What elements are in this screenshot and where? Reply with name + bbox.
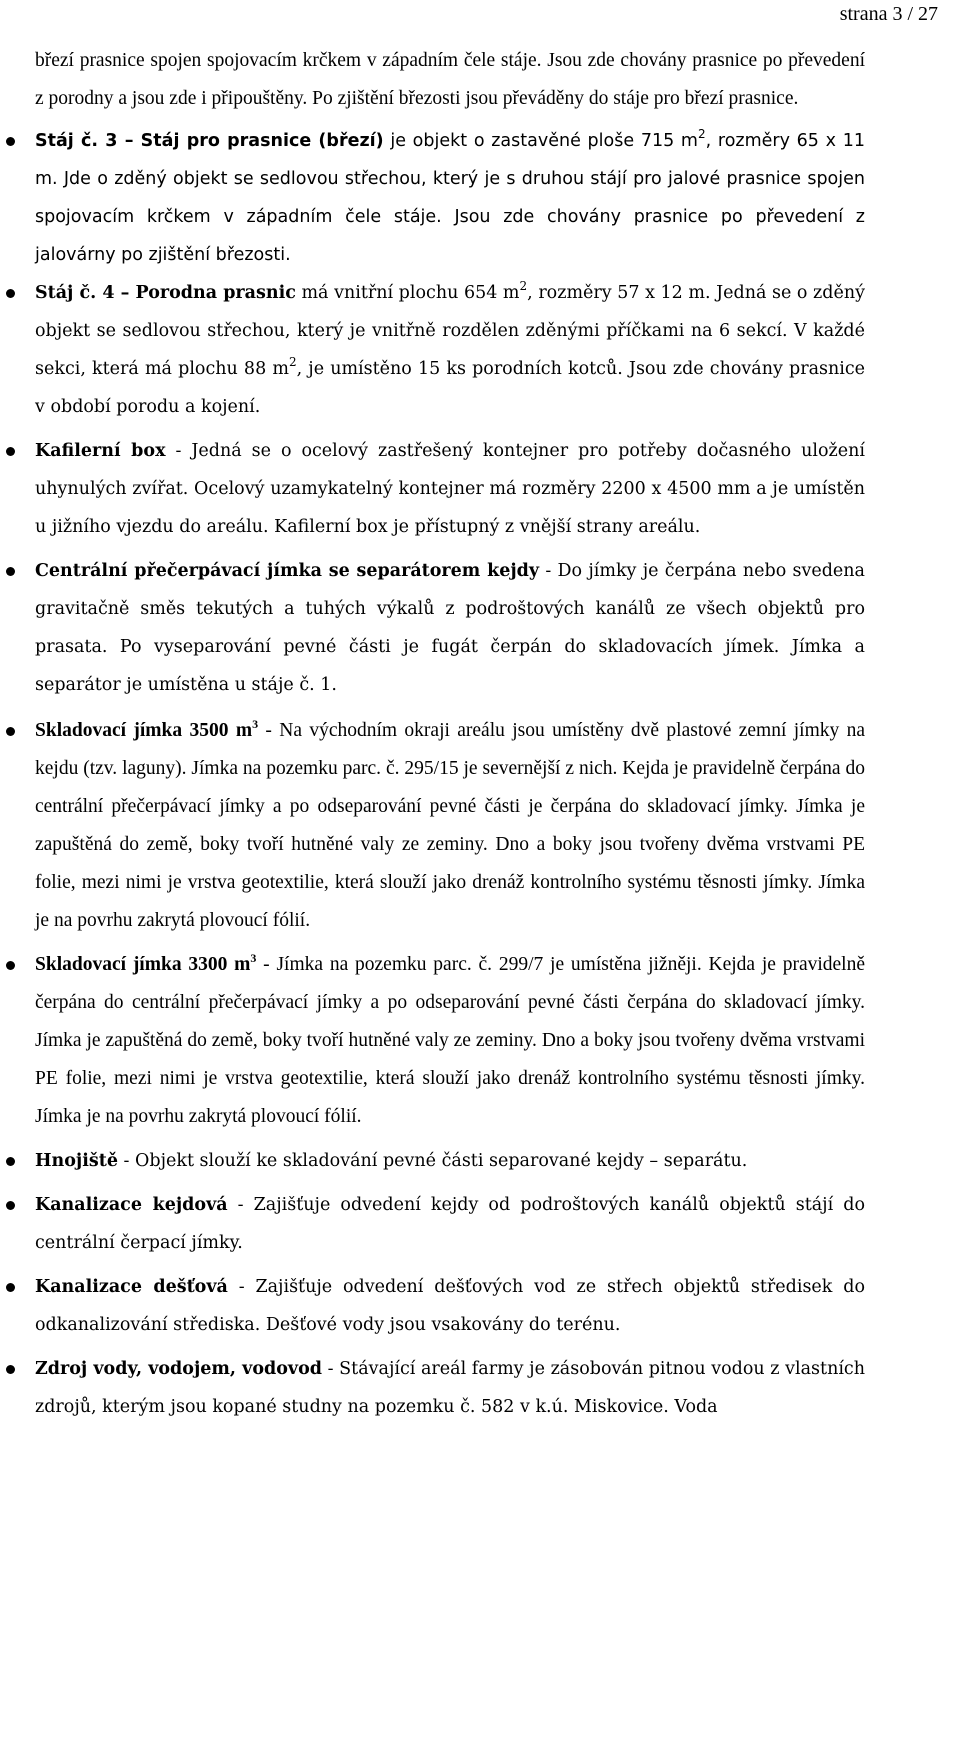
item-title: Stáj č. 4 – Porodna prasnic: [35, 283, 296, 303]
document-body: [35, 42, 865, 1426]
list-item-storage-pit-3500: [35, 712, 865, 940]
bullet-icon: [6, 567, 15, 576]
item-text: - Stávající areál farmy je zásobován pitnou vodou z vlastních zdrojů, kterým jsou kopané studny na pozemku č. 582 v k.ú. Miskovice. Voda: [35, 1359, 866, 1417]
bullet-icon: [6, 1157, 15, 1166]
item-title: Skladovací jímka 3500 m: [35, 720, 253, 741]
item-text: , je umístěno 15 ks porodních kotců. Jsou zde chovány prasnice v období porodu a kojení.: [35, 359, 866, 417]
item-title: Kanalizace dešťová: [35, 1277, 228, 1297]
item-text: - Jímka na pozemku parc. č. 299/7 je umístěna jižněji. Kejda je pravidelně čerpána do centrální přečerpávací jímky a po odseparování pevné části čerpána do skladovací jímky. Jímka je zapuštěná do země, boky tvoří hutněné valy ze zeminy. Dno a boky jsou tvořeny dvěma vrstvami PE folie, mezi nimi je vrstva geotextilie, která slouží jako drenáž kontrolního systému těsnosti jímky. Jímka je na povrhu zakrytá plovoucí fólií.: [35, 954, 865, 1127]
item-text: - Zajišťuje odvedení dešťových vod ze střech objektů středisek do odkanalizování střediska. Dešťové vody jsou vsakovány do terénu.: [35, 1277, 865, 1335]
bullet-icon: [6, 447, 15, 456]
list-item-central-pump-pit: [35, 552, 865, 704]
item-title: Hnojiště: [35, 1151, 118, 1171]
list-item-storage-pit-3300: [35, 946, 865, 1136]
item-text: je objekt o zastavěné ploše 715 m: [383, 131, 698, 151]
item-title: Centrální přečerpávací jímka se separátorem kejdy: [35, 561, 540, 581]
item-text: , rozměry 65 x 11 m. Jde o zděný objekt se sedlovou střechou, který je s druhou stájí pro jalové prasnice spojen spojovacím krčkem v západním čele stáje. Jsou zde chovány prasnice po převedení z jalovárny po zjištění březosti.: [35, 131, 865, 265]
superscript: 3: [250, 951, 257, 965]
superscript: 2: [288, 355, 297, 369]
item-text: - Na východním okraji areálu jsou umístěny dvě plastové zemní jímky na kejdu (tzv. laguny). Jímka na pozemku parc. č. 295/15 je severnější z nich. Kejda je pravidelně čerpána do centrální přečerpávací jímky a po odseparování pevné části je čerpána do skladovací jímky. Jímka je zapuštěná do země, boky tvoří hutněné valy ze zeminy. Dno a boky jsou tvořeny dvěma vrstvami PE folie, mezi nimi je vrstva geotextilie, která slouží jako drenáž kontrolního systému těsnosti jímky. Jímka je na povrhu zakrytá plovoucí fólií.: [35, 720, 865, 931]
list-item-stable-4: [35, 274, 865, 426]
item-title: Zdroj vody, vodojem, vodovod: [35, 1359, 323, 1379]
item-text: - Objekt slouží ke skladování pevné části separované kejdy – separátu.: [117, 1151, 748, 1171]
list-item-water-supply: [35, 1350, 865, 1426]
item-title: Stáj č. 3 – Stáj pro prasnice (březí): [35, 131, 384, 151]
bullet-icon: [6, 1201, 15, 1210]
bullet-icon: [6, 961, 15, 970]
bullet-icon: [6, 289, 15, 298]
bullet-icon: [6, 137, 15, 146]
bullet-icon: [6, 1365, 15, 1374]
item-text: - Zajišťuje odvedení kejdy od podroštových kanálů objektů stájí do centrální čerpací jímky.: [35, 1195, 866, 1253]
item-title: Kanalizace kejdová: [35, 1195, 228, 1215]
bullet-icon: [6, 1283, 15, 1292]
page-number: strana 3 / 27: [839, 3, 938, 25]
intro-paragraph: březí prasnice spojen spojovacím krčkem v západním čele stáje. Jsou zde chovány prasnice po převedení z porodny a jsou zde i připouštěny. Po zjištění březosti jsou převáděny do stáje pro březí prasnice.: [35, 50, 865, 109]
list-item-rain-sewer: [35, 1268, 865, 1344]
list-item-carcass-box: [35, 432, 865, 546]
superscript: 2: [697, 127, 706, 141]
superscript: 2: [519, 279, 528, 293]
bullet-icon: [6, 727, 15, 736]
item-text: - Do jímky je čerpána nebo svedena gravitačně směs tekutých a tuhých výkalů z podroštových kanálů ze všech objektů pro prasata. Po vyseparování pevné části je fugát čerpán do skladovacích jímek. Jímka a separátor je umístěna u stáje č. 1.: [35, 561, 865, 695]
list-item-slurry-sewer: [35, 1186, 865, 1262]
item-text: má vnitřní plochu 654 m: [295, 283, 520, 303]
item-title: Kafilerní box: [35, 441, 166, 461]
superscript: 3: [252, 717, 259, 731]
item-title: Skladovací jímka 3300 m: [35, 954, 251, 975]
item-text: - Jedná se o ocelový zastřešený kontejner pro potřeby dočasného uložení uhynulých zvířat. Ocelový uzamykatelný kontejner má rozměry 2200 x 4500 mm a je umístěn u jižního vjezdu do areálu. Kafilerní box je přístupný z vnější strany areálu.: [35, 441, 865, 537]
list-item-stable-3: [35, 122, 865, 274]
item-text: , rozměry 57 x 12 m. Jedná se o zděný objekt se sedlovou střechou, který je vnitřně rozdělen zděnými příčkami na 6 sekcí. V každé sekci, která má plochu 88 m: [35, 283, 865, 379]
list-item-manure-heap: [35, 1142, 865, 1180]
